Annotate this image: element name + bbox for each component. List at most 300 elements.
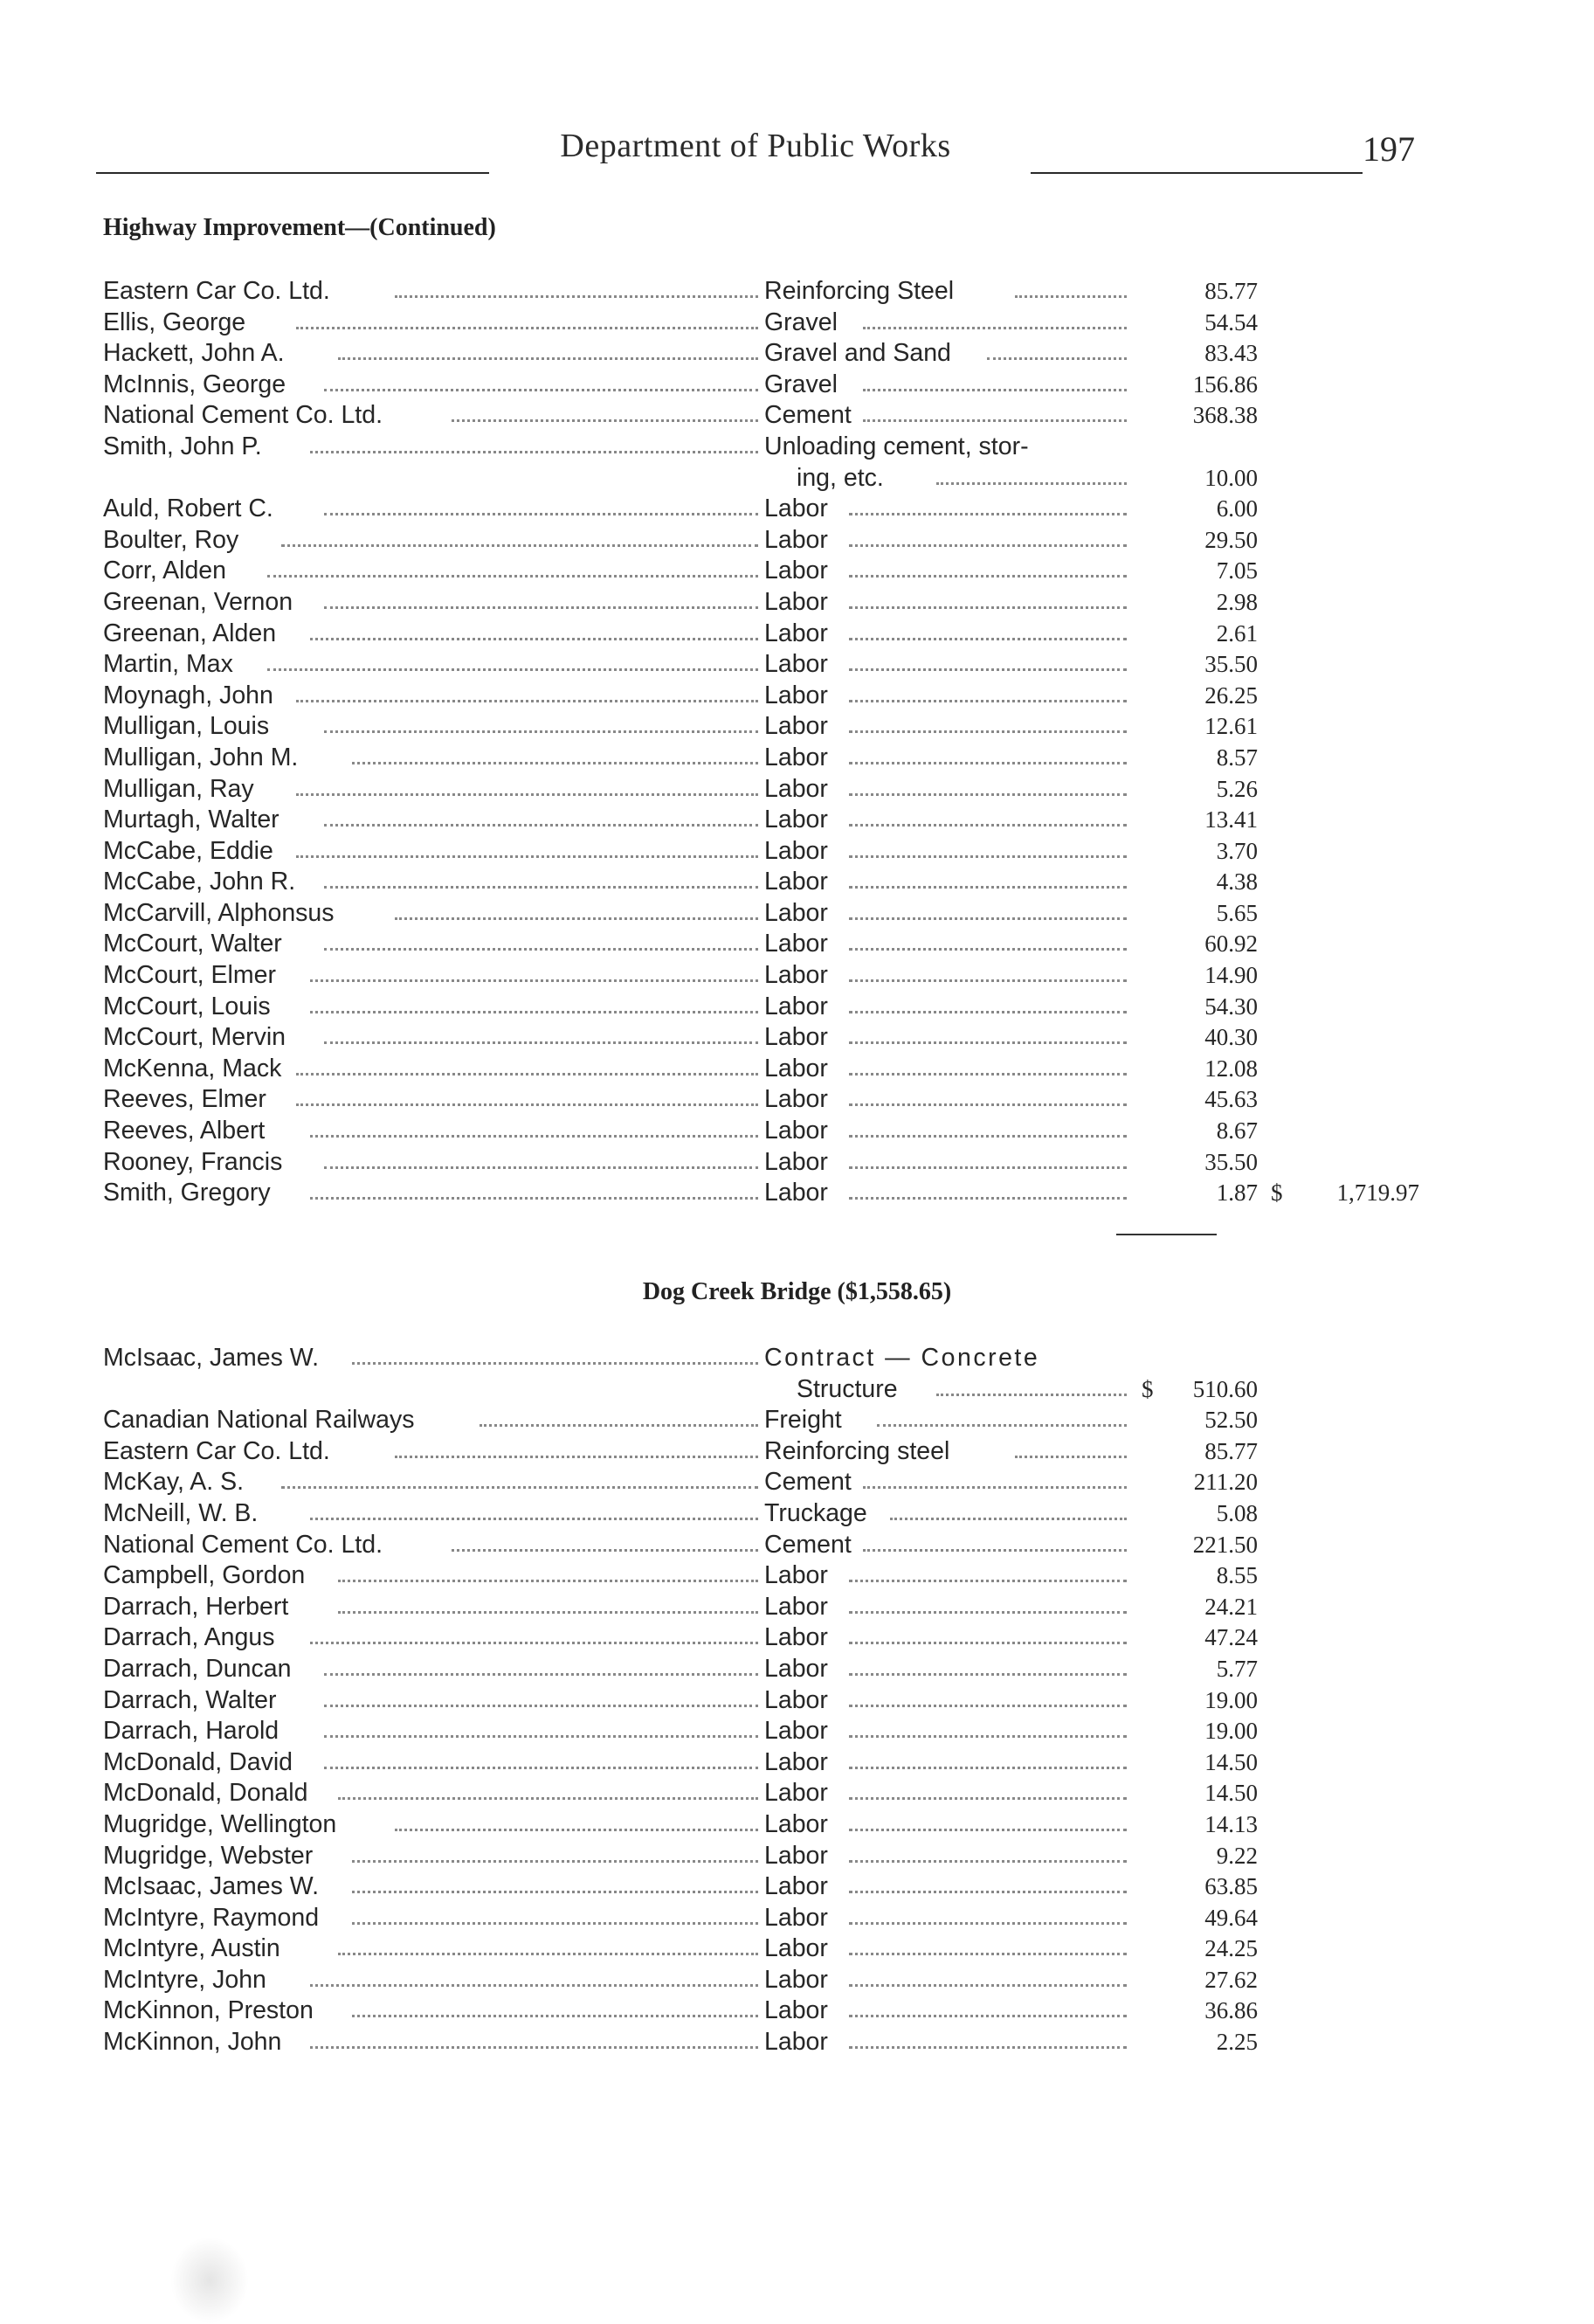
ledger-row (0, 1374, 1594, 1406)
dot-leader (849, 1103, 1127, 1106)
item-amount: 24.21 (1204, 1593, 1258, 1620)
payee-name: Mugridge, Webster (103, 1841, 314, 1870)
payee-name: McKenna, Mack (103, 1054, 282, 1082)
ledger-row (0, 1778, 1594, 1809)
ledger-row (0, 1809, 1594, 1841)
item-amount: 45.63 (1204, 1086, 1258, 1113)
ledger-row (0, 308, 1594, 339)
payee-name: Ellis, George (103, 308, 246, 336)
dot-leader (849, 1166, 1127, 1169)
dot-leader (849, 917, 1127, 920)
dot-leader (987, 357, 1127, 360)
dot-leader (310, 1197, 758, 1200)
ledger-row (0, 1592, 1594, 1623)
ledger-row (0, 805, 1594, 836)
dot-leader (849, 1953, 1127, 1955)
dot-leader (849, 1611, 1127, 1614)
dot-leader (352, 1860, 758, 1863)
running-head (96, 127, 1415, 179)
dot-leader (296, 855, 758, 858)
ledger-row (0, 1716, 1594, 1747)
dot-leader (324, 1041, 758, 1044)
item-description: Labor (764, 1903, 828, 1932)
dot-leader (849, 668, 1127, 671)
dot-leader (452, 1549, 758, 1552)
item-amount: 12.61 (1204, 713, 1258, 740)
payee-name: Reeves, Elmer (103, 1085, 266, 1114)
payee-name: Reeves, Albert (103, 1117, 266, 1145)
item-description: Contract — Concrete (764, 1344, 1040, 1372)
payee-name: Greenan, Vernon (103, 587, 293, 616)
dot-leader (324, 886, 758, 889)
item-amount: 60.92 (1204, 930, 1258, 958)
payee-name: McIntyre, Austin (103, 1934, 280, 1963)
payee-name: Mulligan, John M. (103, 743, 299, 771)
dot-leader (310, 1011, 758, 1013)
page-number: 197 (1363, 129, 1415, 169)
ledger-row (0, 1116, 1594, 1147)
ledger-row (0, 1622, 1594, 1654)
dot-leader (324, 1166, 758, 1169)
item-description: Labor (764, 1023, 828, 1052)
dot-leader (324, 948, 758, 951)
dot-leader (849, 1767, 1127, 1769)
item-description: Labor (764, 1117, 828, 1145)
ledger-row (0, 649, 1594, 681)
ledger-row (0, 400, 1594, 432)
dot-leader (849, 979, 1127, 982)
item-amount: 510.60 (1192, 1375, 1258, 1402)
item-description: Labor (764, 1841, 828, 1870)
dot-leader (352, 762, 758, 764)
dot-leader (310, 1642, 758, 1644)
dot-leader (849, 606, 1127, 609)
dot-leader (310, 638, 758, 640)
dot-leader (338, 1797, 758, 1800)
section-total: 1,719.97 (1336, 1179, 1419, 1207)
payee-name: Smith, Gregory (103, 1179, 271, 1207)
ledger-row (0, 836, 1594, 868)
item-description: Labor (764, 619, 828, 647)
payee-name: McKay, A. S. (103, 1468, 245, 1497)
ledger-row (0, 681, 1594, 712)
item-description: Labor (764, 587, 828, 616)
item-description: Cement (764, 1530, 852, 1559)
item-description: Unloading cement, stor- (764, 432, 1029, 460)
ledger-row (0, 1405, 1594, 1436)
item-description: Labor (764, 712, 828, 741)
dot-leader (849, 886, 1127, 889)
ledger-row (0, 1871, 1594, 1903)
ledger-row (0, 898, 1594, 930)
dog-creek-ledger-table (0, 1343, 1594, 2058)
item-description: Freight (764, 1406, 842, 1435)
payee-name: Eastern Car Co. Ltd. (103, 277, 330, 305)
dot-leader (849, 1642, 1127, 1644)
payee-name: McDonald, Donald (103, 1779, 308, 1808)
payee-name: McCourt, Louis (103, 992, 271, 1020)
payee-name: McIntyre, John (103, 1965, 266, 1994)
ledger-row (0, 711, 1594, 743)
dot-leader (395, 917, 758, 920)
item-description: Labor (764, 1996, 828, 2025)
item-description: Labor (764, 1561, 828, 1590)
item-description: Labor (764, 1054, 828, 1082)
item-amount: 85.77 (1204, 278, 1258, 304)
dot-leader (1015, 1456, 1127, 1458)
dot-leader (890, 1518, 1127, 1520)
payee-name: McIsaac, James W. (103, 1344, 320, 1372)
payee-name: Mulligan, Ray (103, 774, 254, 803)
dot-leader (324, 389, 758, 391)
dot-leader (849, 1197, 1127, 1200)
dot-leader (849, 700, 1127, 702)
payee-name: National Cement Co. Ltd. (103, 1530, 383, 1559)
dot-leader (863, 1486, 1127, 1489)
page-smudge (170, 2237, 249, 2324)
dot-leader (849, 1041, 1127, 1044)
ledger-row (0, 463, 1594, 495)
dot-leader (324, 824, 758, 827)
item-amount: 49.64 (1204, 1904, 1258, 1931)
dot-leader (352, 1922, 758, 1925)
item-description: Labor (764, 1934, 828, 1963)
header-rule-right (1031, 172, 1363, 174)
dot-leader (452, 419, 758, 422)
dot-leader (849, 544, 1127, 547)
dot-leader (849, 513, 1127, 515)
payee-name: Darrach, Duncan (103, 1654, 292, 1683)
payee-name: McInnis, George (103, 370, 286, 398)
item-description: Labor (764, 1685, 828, 1714)
item-amount: 40.30 (1204, 1024, 1258, 1051)
ledger-row (0, 1560, 1594, 1592)
dot-leader (849, 1984, 1127, 1987)
item-amount: 8.67 (1216, 1117, 1258, 1145)
dot-leader (849, 1673, 1127, 1676)
payee-name: Darrach, Angus (103, 1623, 275, 1652)
dot-leader (296, 700, 758, 702)
payee-name: McKinnon, Preston (103, 1996, 314, 2025)
item-amount: 6.00 (1216, 495, 1258, 522)
dot-leader (849, 1891, 1127, 1893)
item-amount: 2.98 (1216, 588, 1258, 615)
item-amount: 47.24 (1204, 1624, 1258, 1651)
item-description: Cement (764, 1468, 852, 1497)
item-amount: 24.25 (1204, 1935, 1258, 1962)
payee-name: Murtagh, Walter (103, 806, 279, 834)
item-amount: 7.05 (1216, 557, 1258, 584)
ledger-row (0, 1084, 1594, 1116)
item-description: Labor (764, 1779, 828, 1808)
ledger-row (0, 867, 1594, 898)
item-amount: 83.43 (1204, 340, 1258, 367)
item-amount: 54.30 (1204, 993, 1258, 1020)
item-description: Labor (764, 774, 828, 803)
item-description: Labor (764, 1654, 828, 1683)
ledger-row (0, 1933, 1594, 1965)
item-amount: 27.62 (1204, 1966, 1258, 1993)
payee-name: National Cement Co. Ltd. (103, 401, 383, 430)
dot-leader (310, 1984, 758, 1987)
ledger-row (0, 338, 1594, 370)
dot-leader (849, 855, 1127, 858)
dot-leader (324, 606, 758, 609)
section-heading-highway: Highway Improvement—(Continued) (103, 214, 496, 241)
ledger-row (0, 1654, 1594, 1685)
item-amount: 54.54 (1204, 308, 1258, 335)
payee-name: McDonald, David (103, 1747, 293, 1776)
ledger-row (0, 619, 1594, 650)
item-amount: 19.00 (1204, 1686, 1258, 1713)
dollar-sign: $ (1142, 1375, 1154, 1402)
dot-leader (849, 1011, 1127, 1013)
item-description: Reinforcing Steel (764, 277, 955, 305)
payee-name: Moynagh, John (103, 681, 273, 709)
ledger-row (0, 1530, 1594, 1561)
payee-name: McKinnon, John (103, 2028, 282, 2057)
item-description: Labor (764, 1717, 828, 1746)
dot-leader (849, 1580, 1127, 1582)
ledger-row (0, 2027, 1594, 2058)
payee-name: Hackett, John A. (103, 339, 285, 368)
dot-leader (1015, 295, 1127, 298)
dot-leader (352, 1362, 758, 1365)
item-description: Labor (764, 650, 828, 679)
item-description: Cement (764, 401, 852, 430)
dot-leader (849, 1922, 1127, 1925)
item-amount: 4.38 (1216, 868, 1258, 896)
dot-leader (849, 575, 1127, 578)
dot-leader (338, 1953, 758, 1955)
payee-name: Rooney, Francis (103, 1147, 283, 1176)
ledger-row (0, 1054, 1594, 1085)
item-amount: 2.61 (1216, 619, 1258, 647)
ledger-row (0, 587, 1594, 619)
item-description: Labor (764, 961, 828, 990)
item-description: Truckage (764, 1498, 867, 1527)
item-description: Gravel and Sand (764, 339, 951, 368)
dot-leader (849, 1705, 1127, 1707)
item-description: Labor (764, 525, 828, 554)
item-amount: 1.87 (1216, 1179, 1258, 1207)
ledger-row (0, 960, 1594, 992)
dot-leader (296, 1103, 758, 1106)
item-amount: 14.13 (1204, 1810, 1258, 1837)
item-description: Labor (764, 1147, 828, 1176)
item-amount: 13.41 (1204, 806, 1258, 833)
item-amount: 12.08 (1204, 1055, 1258, 1082)
dot-leader (310, 979, 758, 982)
payee-name: Eastern Car Co. Ltd. (103, 1436, 330, 1465)
item-description: Labor (764, 868, 828, 896)
dot-leader (296, 327, 758, 329)
ledger-row (0, 370, 1594, 401)
ledger-row (0, 1178, 1594, 1209)
item-amount: 14.50 (1204, 1748, 1258, 1775)
ledger-row (0, 1747, 1594, 1779)
dot-leader (310, 2046, 758, 2049)
dot-leader (352, 1891, 758, 1893)
dot-leader (863, 327, 1127, 329)
item-amount: 26.25 (1204, 681, 1258, 709)
dot-leader (267, 575, 758, 578)
ledger-row (0, 276, 1594, 308)
dot-leader (936, 1394, 1127, 1396)
dot-leader (338, 1580, 758, 1582)
payee-name: Martin, Max (103, 650, 233, 679)
dot-leader (338, 357, 758, 360)
item-description: Labor (764, 495, 828, 523)
item-description: Labor (764, 992, 828, 1020)
item-amount: 36.86 (1204, 1997, 1258, 2024)
item-description: Labor (764, 930, 828, 958)
payee-name: McCourt, Elmer (103, 961, 276, 990)
dot-leader (849, 824, 1127, 827)
ledger-row (0, 1022, 1594, 1054)
item-amount: 14.90 (1204, 962, 1258, 989)
item-description: Gravel (764, 370, 838, 398)
item-amount: 368.38 (1192, 402, 1258, 429)
dot-leader (863, 1549, 1127, 1552)
payee-name: Greenan, Alden (103, 619, 277, 647)
highway-ledger-table (0, 276, 1594, 1209)
item-amount: 8.57 (1216, 744, 1258, 771)
item-description: Labor (764, 1085, 828, 1114)
page-title: Department of Public Works (560, 128, 951, 164)
item-amount: 9.22 (1216, 1842, 1258, 1869)
item-amount: 5.77 (1216, 1655, 1258, 1682)
item-amount: 221.50 (1192, 1531, 1258, 1558)
item-amount: 10.00 (1204, 464, 1258, 491)
ledger-row (0, 1685, 1594, 1717)
item-amount: 52.50 (1204, 1407, 1258, 1434)
ledger-row (0, 1995, 1594, 2027)
dot-leader (296, 1073, 758, 1076)
ledger-row (0, 743, 1594, 774)
item-description: Labor (764, 836, 828, 865)
ledger-row (0, 1965, 1594, 1996)
dot-leader (310, 1135, 758, 1138)
dot-leader (849, 1860, 1127, 1863)
item-description: Labor (764, 681, 828, 709)
ledger-row (0, 556, 1594, 587)
payee-name: McCabe, Eddie (103, 836, 273, 865)
item-amount: 63.85 (1204, 1873, 1258, 1900)
dot-leader (849, 2046, 1127, 2049)
item-amount: 5.08 (1216, 1499, 1258, 1526)
payee-name: McCourt, Walter (103, 930, 282, 958)
dot-leader (849, 793, 1127, 796)
dot-leader (338, 1611, 758, 1614)
dot-leader (324, 1767, 758, 1769)
dot-leader (310, 451, 758, 453)
dot-leader (849, 1135, 1127, 1138)
payee-name: McNeill, W. B. (103, 1498, 259, 1527)
ledger-row (0, 1343, 1594, 1374)
section-heading-dog-creek: Dog Creek Bridge ($1,558.65) (642, 1278, 952, 1305)
dot-leader (296, 793, 758, 796)
dot-leader (324, 730, 758, 733)
ledger-row (0, 494, 1594, 525)
payee-name: Auld, Robert C. (103, 495, 273, 523)
item-description: Labor (764, 1872, 828, 1901)
dot-leader (849, 1073, 1127, 1076)
dollar-sign: $ (1271, 1179, 1283, 1207)
item-amount: 35.50 (1204, 1148, 1258, 1175)
dot-leader (395, 1829, 758, 1831)
dot-leader (877, 1424, 1127, 1427)
item-amount: 5.26 (1216, 775, 1258, 802)
payee-name: Darrach, Harold (103, 1717, 279, 1746)
item-amount: 2.25 (1216, 2029, 1258, 2056)
payee-name: Smith, John P. (103, 432, 262, 460)
dot-leader (324, 513, 758, 515)
payee-name: Campbell, Gordon (103, 1561, 306, 1590)
ledger-row (0, 1467, 1594, 1498)
item-description: Labor (764, 743, 828, 771)
item-description: Labor (764, 1592, 828, 1621)
ledger-row (0, 929, 1594, 960)
payee-name: McIntyre, Raymond (103, 1903, 320, 1932)
dot-leader (395, 1456, 758, 1458)
payee-name: McCabe, John R. (103, 868, 296, 896)
ledger-row (0, 992, 1594, 1023)
item-amount: 8.55 (1216, 1562, 1258, 1589)
dot-leader (849, 1797, 1127, 1800)
ledger-row (0, 1147, 1594, 1179)
dot-leader (324, 1705, 758, 1707)
dot-leader (849, 2015, 1127, 2017)
item-amount: 211.20 (1193, 1469, 1258, 1496)
payee-name: Darrach, Herbert (103, 1592, 289, 1621)
payee-name: Mulligan, Louis (103, 712, 270, 741)
item-description: Labor (764, 1623, 828, 1652)
item-description: Gravel (764, 308, 838, 336)
ledger-row (0, 432, 1594, 463)
dot-leader (936, 482, 1127, 485)
header-rule-left (96, 172, 489, 174)
ledger-row (0, 1903, 1594, 1934)
item-description: Labor (764, 557, 828, 585)
dot-leader (849, 948, 1127, 951)
item-description: Reinforcing steel (764, 1436, 950, 1465)
column-sum-rule (1116, 1234, 1217, 1235)
payee-name: Mugridge, Wellington (103, 1809, 337, 1838)
item-amount: 156.86 (1192, 370, 1258, 398)
item-description: Labor (764, 1809, 828, 1838)
item-description: Labor (764, 2028, 828, 2057)
dot-leader (849, 730, 1127, 733)
payee-name: McCarvill, Alphonsus (103, 898, 335, 927)
dot-leader (324, 1735, 758, 1738)
item-description: ing, etc. (797, 463, 884, 492)
ledger-row (0, 525, 1594, 557)
payee-name: Darrach, Walter (103, 1685, 277, 1714)
item-description: Labor (764, 806, 828, 834)
payee-name: McIsaac, James W. (103, 1872, 320, 1901)
item-amount: 3.70 (1216, 837, 1258, 864)
dot-leader (324, 1673, 758, 1676)
item-amount: 5.65 (1216, 899, 1258, 926)
item-amount: 14.50 (1204, 1780, 1258, 1807)
dot-leader (863, 389, 1127, 391)
ledger-row (0, 1841, 1594, 1872)
item-amount: 29.50 (1204, 526, 1258, 553)
dot-leader (849, 1829, 1127, 1831)
item-description: Labor (764, 1965, 828, 1994)
payee-name: Corr, Alden (103, 557, 226, 585)
